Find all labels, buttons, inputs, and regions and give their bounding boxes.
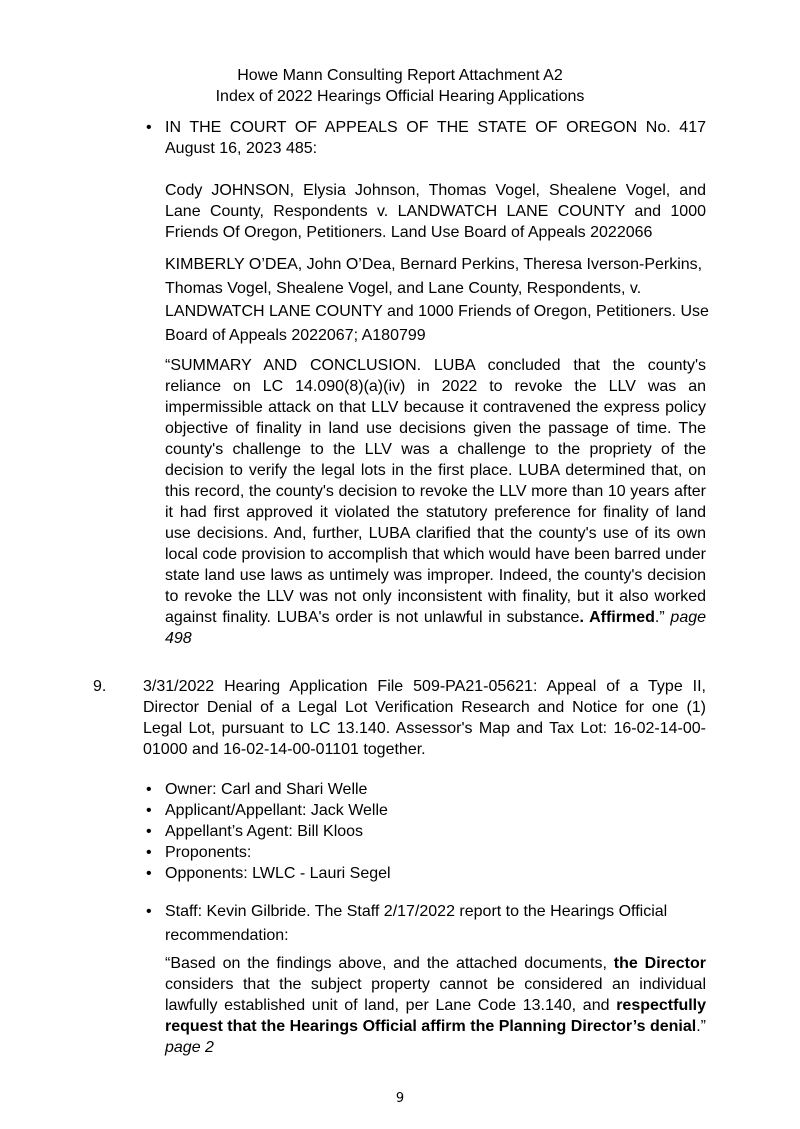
party-text: Applicant/Appellant: Jack Welle [165, 802, 388, 819]
summary-conclusion-quote [165, 355, 706, 649]
party-agent [146, 821, 706, 842]
parties-list [0, 779, 800, 884]
page-citation: page 498 [165, 609, 707, 647]
item9-row [93, 676, 706, 760]
quote-bold: respectfully request that the Hearings Official affirm the Planning Director’s denial [165, 997, 706, 1035]
court-appeals-bullet [146, 117, 706, 159]
case-odea-line: KIMBERLY O’DEA, John O’Dea, Bernard Perkins, Theresa Iverson-Perkins, [165, 256, 703, 273]
party-text: Opponents: LWLC - Lauri Segel [165, 865, 391, 882]
party-proponents [146, 842, 706, 863]
quote-text: considers that the subject property cannot be considered an individual lawfully established unit of land, per Lane Code 13.140, and [165, 976, 706, 1014]
staff-text: Staff: Kevin Gilbride. The Staff 2/17/2022 report to the Hearings Official recommendation: [165, 903, 668, 944]
party-text: Appellant’s Agent: Bill Kloos [165, 823, 364, 840]
quote-bold: the Director [613, 955, 707, 972]
party-applicant [146, 800, 706, 821]
case-odea-line: LANDWATCH LANE COUNTY and 1000 Friends of Oregon, Petitioners. Use [165, 303, 709, 320]
case-odea-line: Board of Appeals 2022067; A180799 [165, 326, 426, 344]
staff-recommendation-quote [165, 953, 706, 1058]
page-citation: page 2 [165, 1039, 214, 1056]
party-opponents [146, 863, 706, 884]
case-odea-line: Thomas Vogel, Shealene Vogel, and Lane County, Respondents, v. [165, 279, 642, 297]
bullet-icon: • [146, 844, 152, 861]
party-text: Proponents: [165, 844, 252, 861]
staff-bullet [146, 900, 686, 948]
bullet-icon: • [146, 781, 152, 798]
case-johnson: Cody JOHNSON, Elysia Johnson, Thomas Vogel, Shealene Vogel, and Lane County, Respondents v. LANDWATCH LANE COUNTY and 1000 Friends Of Oregon, Petitioners. Land Use Board of Appeals 2022066 [165, 182, 706, 241]
page-number: 9 [395, 1091, 405, 1106]
case-odea [165, 253, 725, 347]
quote-text: “Based on the findings above, and the attached documents, [165, 955, 614, 972]
item9-description: 3/31/2022 Hearing Application File 509-PA21-05621: Appeal of a Type II, Director Denial of a Legal Lot Verification Research and Notice for one (1) Legal Lot, pursuant to LC 13.140. Assessor's Map and Tax Lot: 16-02-14-00-01000 and 16-02-14-00-01101 together. [143, 678, 706, 758]
header-line-2: Index of 2022 Hearings Official Hearing Applications [215, 88, 585, 105]
quote-close: .” [696, 1018, 706, 1035]
quote-close: .” [654, 609, 671, 626]
party-owner [146, 779, 706, 800]
item-number: 9. [93, 678, 107, 695]
affirmed-text: . Affirmed [579, 609, 655, 626]
bullet-icon: • [146, 802, 152, 819]
court-appeals-text: IN THE COURT OF APPEALS OF THE STATE OF OREGON No. 417 August 16, 2023 485: [165, 119, 706, 157]
bullet-icon: • [146, 119, 152, 136]
summary-text: “SUMMARY AND CONCLUSION. LUBA concluded that the county's reliance on LC 14.090(8)(a)(iv) in 2022 to revoke the LLV was an impermissible attack on that LLV because it contravened the express policy objective of finality in land use decisions given the passage of time. The county's challenge to the LLV was a challenge to the propriety of the decision to verify the legal lots in the first place. LUBA determined that, on this record, the county's decision to revoke the LLV more than 10 years after it had first approved it violated the statutory preference for finality of land use decisions. And, further, LUBA clarified that the county's use of its own local code provision to accomplish that which would have been barred under state land use laws as untimely was improper. Indeed, the county's decision to revoke the LLV was not only inconsistent with finality, but it also worked against finality. LUBA's order is not unlawful in substance [165, 357, 706, 626]
bullet-icon: • [146, 865, 152, 882]
bullet-icon: • [146, 903, 152, 920]
header-line-1: Howe Mann Consulting Report Attachment A2 [237, 67, 563, 84]
bullet-icon: • [146, 823, 152, 840]
party-text: Owner: Carl and Shari Welle [165, 781, 368, 798]
